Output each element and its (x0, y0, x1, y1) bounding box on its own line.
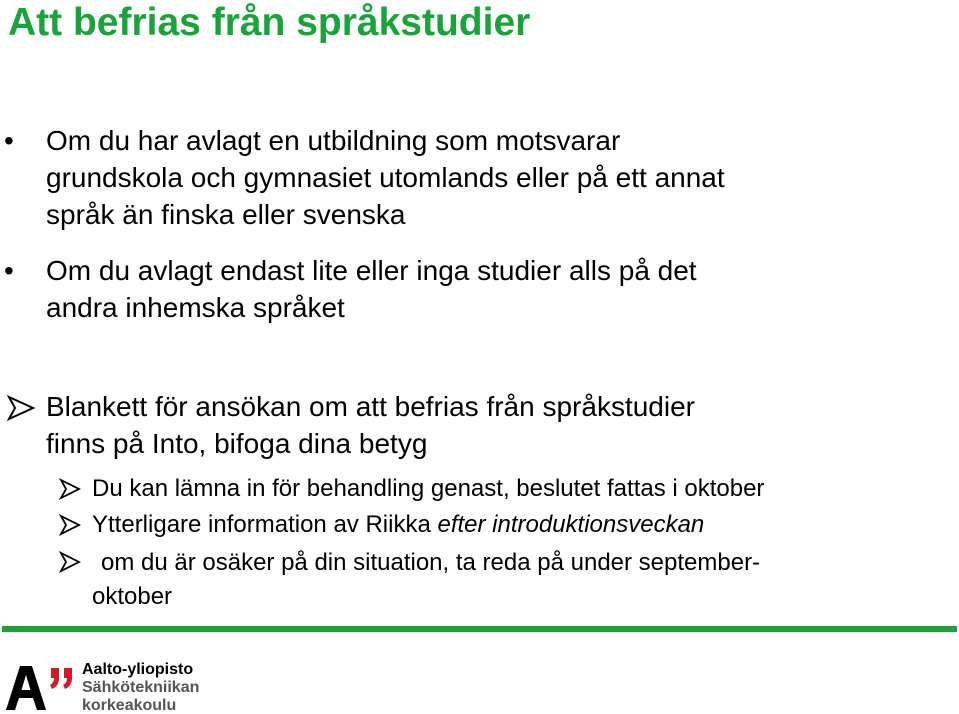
aalto-logo-icon (4, 664, 78, 710)
slide-title: Att befrias från språkstudier (8, 1, 531, 44)
sub-item-line: oktober (92, 583, 173, 610)
bullet-line: grundskola och gymnasiet utomlands eller på ett annat (46, 162, 725, 193)
logo-line: Sähkötekniikan (82, 679, 200, 696)
bullet-dot-icon: • (4, 125, 14, 156)
arrow-item-line: finns på Into, bifoga dina betyg (46, 428, 428, 459)
logo-line: korkeakoulu (82, 697, 177, 714)
arrow-bullet-icon (6, 395, 36, 421)
sub-item-line: om du är osäker på din situation, ta reda på under september- (101, 549, 761, 576)
sub-item-italic: efter introduktionsveckan (437, 511, 705, 538)
bullet-dot-icon: • (4, 255, 14, 286)
logo-text (82, 662, 199, 714)
sub-item (92, 546, 760, 614)
arrow-bullet-icon (58, 514, 82, 536)
bullet-line: andra inhemska språket (46, 292, 345, 323)
bullet-line: Om du har avlagt en utbildning som motsvarar (46, 125, 621, 156)
sub-item-text: Ytterligare information av Riikka (92, 511, 438, 538)
arrow-item-line: Blankett för ansökan om att befrias från språkstudier (46, 391, 695, 422)
bullet-item (4, 122, 725, 233)
sub-item-text: Du kan lämna in för behandling genast, beslutet fattas i oktober (92, 475, 765, 502)
sub-item (92, 472, 764, 506)
bullet-item (4, 252, 697, 326)
arrow-item (46, 388, 695, 462)
footer-divider (2, 626, 957, 632)
bullet-line: Om du avlagt endast lite eller inga studier alls på det (46, 255, 697, 286)
arrow-bullet-icon (58, 551, 82, 573)
arrow-bullet-icon (58, 478, 82, 500)
sub-item (92, 508, 704, 542)
logo-line: Aalto-yliopisto (82, 661, 194, 678)
bullet-line: språk än finska eller svenska (46, 199, 406, 230)
